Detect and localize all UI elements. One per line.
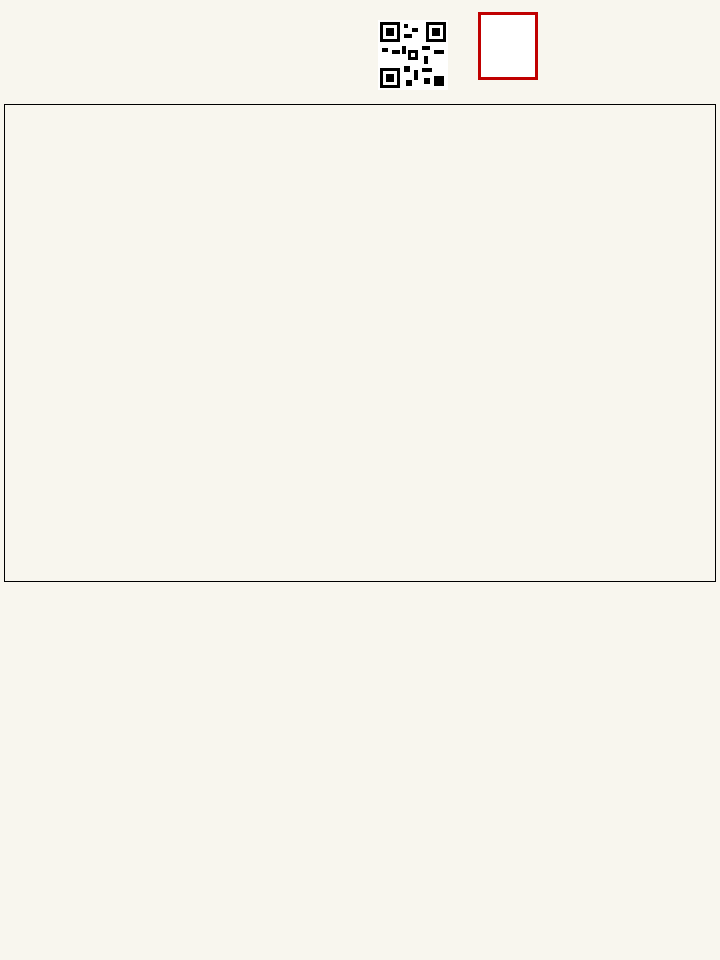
seal-stamp-icon (478, 12, 538, 80)
yearly-grid (4, 588, 714, 952)
qr-code-icon[interactable] (378, 20, 448, 90)
chart-grid (4, 104, 716, 582)
